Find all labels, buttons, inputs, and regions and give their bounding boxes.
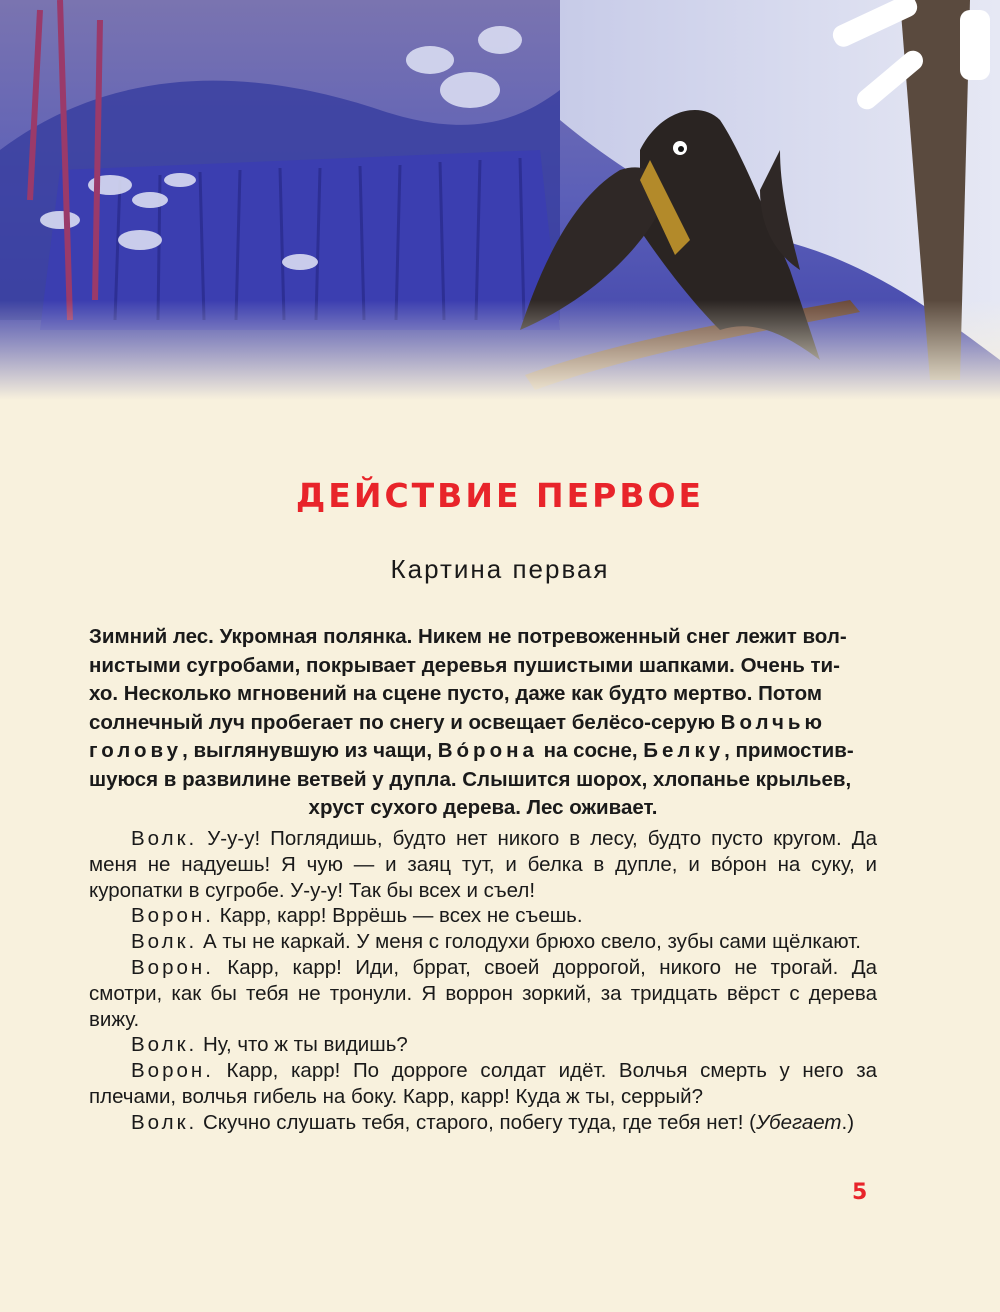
act-title: ДЕЙСТВИЕ ПЕРВОЕ	[295, 476, 705, 515]
dialogue-line	[89, 903, 877, 929]
dialogue-line	[89, 929, 877, 955]
speech-text: Карр, карр! Вррёшь — всех не съешь.	[213, 904, 583, 928]
stage-text: , выглянувшую из чащи,	[182, 739, 438, 762]
stage-line: нистыми сугробами, покрывает деревья пушистыми шапками. Очень ти-	[89, 653, 840, 677]
scene-title: Картина первая	[390, 554, 610, 584]
stage-line	[89, 737, 877, 766]
speech-text-end: .)	[841, 1110, 855, 1134]
speaker-name: Ворон.	[131, 1059, 214, 1083]
stage-text: на сосне,	[537, 739, 644, 762]
speaker-name: Волк.	[131, 930, 198, 954]
stage-text: , примостив-	[724, 739, 854, 762]
stage-line	[89, 709, 877, 738]
stage-line: хо. Несколько мгновений на сцене пусто, даже как будто мертво. Потом	[89, 682, 823, 705]
dialogue	[89, 826, 877, 1136]
speaker-name: Волк.	[131, 1110, 198, 1134]
speech-text: Скучно слушать тебя, старого, побегу туда, где тебя нет! (	[197, 1110, 756, 1134]
dialogue-line	[89, 1058, 877, 1110]
character-name: голову	[89, 739, 183, 762]
stage-line: Зимний лес. Укромная полянка. Никем не потревоженный снег лежит вол-	[89, 625, 847, 648]
page-number: 5	[852, 1180, 868, 1205]
speaker-name: Волк.	[131, 1033, 198, 1057]
speech-text: Ну, что ж ты видишь?	[197, 1033, 408, 1057]
stage-remark: Убегает	[755, 1110, 842, 1134]
character-name: Белку	[643, 739, 725, 762]
speech-text: У-у-у! Поглядишь, будто нет никого в лесу, будто пусто кругом. Да меня не надуешь! Я чую — и заяц тут, и белка в дупле, и во́рон на суку, и куропатки в сугробе. У-у-у! Так бы всех и съел!	[89, 827, 877, 902]
dialogue-line	[89, 1110, 877, 1136]
character-name: Во́рона	[437, 739, 538, 762]
dialogue-line	[89, 955, 877, 1032]
speech-text: Карр, карр! По дорроге солдат идёт. Волчья смерть у него за плечами, волчья гибель на боку. Карр, карр! Куда ж ты, серрый?	[89, 1059, 877, 1108]
winter-forest-illustration	[0, 0, 1000, 400]
stage-line: шуюся в развилине ветвей у дупла. Слышится шорох, хлопанье крыльев,	[89, 767, 852, 791]
speech-text: Карр, карр! Иди, бррат, своей доррогой, никого не трогай. Да смотри, как бы тебя не тронули. Я воррон зоркий, за тридцать вёрст с дерева вижу.	[89, 955, 877, 1031]
dialogue-line	[89, 826, 877, 903]
stage-direction	[89, 623, 877, 823]
speaker-name: Волк.	[131, 827, 198, 850]
speech-text: А ты не каркай. У меня с голодухи брюхо свело, зубы сами щёлкают.	[197, 930, 861, 954]
dialogue-line	[89, 1032, 877, 1058]
speaker-name: Ворон.	[131, 904, 214, 928]
stage-text: солнечный луч пробегает по снегу и освещает белёсо-серую	[89, 710, 721, 734]
stage-line: хруст сухого дерева. Лес оживает.	[308, 796, 658, 819]
character-name: Волчью	[720, 710, 826, 734]
speaker-name: Ворон.	[131, 955, 214, 979]
